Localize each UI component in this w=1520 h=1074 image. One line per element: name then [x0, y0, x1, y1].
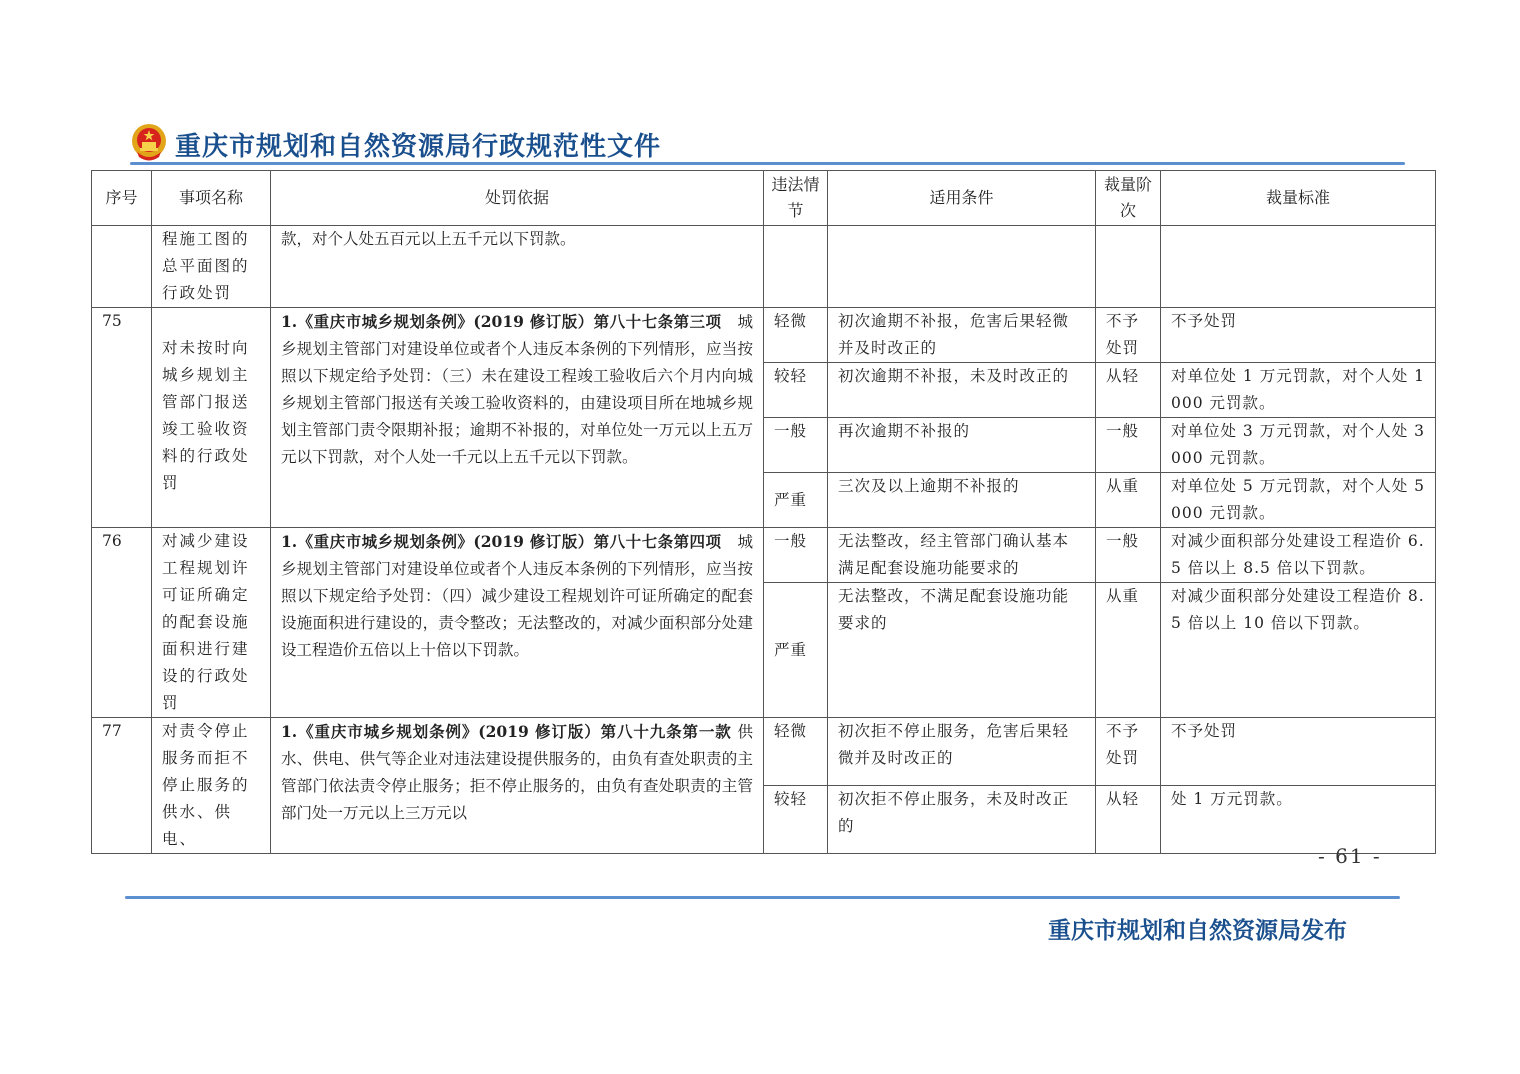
table-row	[92, 226, 1436, 308]
applicable-condition: 初次逾期不补报，危害后果轻微并及时改正的	[828, 308, 1096, 363]
discretion-grade: 从重	[1096, 473, 1161, 528]
applicable-condition: 再次逾期不补报的	[828, 418, 1096, 473]
discretion-grade: 从轻	[1096, 363, 1161, 418]
basis-reference: 1.《重庆市城乡规划条例》(2019 修订版）第八十七条第四项	[281, 532, 722, 551]
basis-text: 城乡规划主管部门对建设单位或者个人违反本条例的下列情形，应当按照以下规定给予处罚：（三）未在建设工程竣工验收后六个月内向城乡规划主管部门报送有关竣工验收资料的，由建设项目所在地城乡规划主管部门责令限期补报；逾期不补报的，对单位处一万元以上五万元以下罚款，对个人处一千元以上五千元以下罚款。	[281, 313, 753, 466]
table-row	[92, 718, 1436, 786]
discretion-grade: 一般	[1096, 528, 1161, 583]
item-name-text: 对未按时向城乡规划主管部门报送竣工验收资料的行政处罚	[162, 339, 250, 492]
penalty-basis	[271, 718, 764, 854]
penalty-basis	[271, 308, 764, 528]
document-header	[130, 120, 1405, 170]
discretion-grade: 一般	[1096, 418, 1161, 473]
penalty-basis: 款，对个人处五百元以上五千元以下罚款。	[271, 226, 764, 308]
national-emblem-icon	[130, 122, 168, 162]
table-row	[92, 308, 1436, 363]
discretion-standard: 对单位处 3 万元罚款，对个人处 3000 元罚款。	[1161, 418, 1436, 473]
violation-level: 一般	[764, 528, 828, 583]
violation-level: 严重	[764, 473, 828, 528]
footer-divider	[125, 896, 1400, 899]
item-name: 程施工图的总平面图的行政处罚	[152, 226, 271, 308]
discretion-standard: 不予处罚	[1161, 718, 1436, 786]
discretion-grade: 不予处罚	[1096, 718, 1161, 786]
applicable-condition: 无法整改，经主管部门确认基本满足配套设施功能要求的	[828, 528, 1096, 583]
table-header-row	[92, 171, 1436, 226]
discretion-standard: 对减少面积部分处建设工程造价 8.5 倍以上 10 倍以下罚款。	[1161, 583, 1436, 718]
basis-text: 城乡规划主管部门对建设单位或者个人违反本条例的下列情形，应当按照以下规定给予处罚：（四）减少建设工程规划许可证所确定的配套设施面积进行建设的，责令整改；无法整改的，对减少面积部分处建设工程造价五倍以上十倍以下罚款。	[281, 533, 753, 659]
item-number: 77	[92, 718, 152, 854]
footer-publisher: 重庆市规划和自然资源局发布	[1048, 918, 1347, 944]
column-header: 违法情节	[764, 171, 828, 226]
penalty-basis	[271, 528, 764, 718]
discretion-standard: 对减少面积部分处建设工程造价 6.5 倍以上 8.5 倍以下罚款。	[1161, 528, 1436, 583]
applicable-condition	[828, 226, 1096, 308]
discretion-standard: 对单位处 1 万元罚款，对个人处 1000 元罚款。	[1161, 363, 1436, 418]
item-number: 75	[92, 308, 152, 528]
table-row	[92, 528, 1436, 583]
basis-reference: 1.《重庆市城乡规划条例》(2019 修订版）第八十九条第一款	[281, 722, 732, 741]
header-divider	[130, 162, 1405, 165]
column-header: 序号	[92, 171, 152, 226]
violation-level: 轻微	[764, 718, 828, 786]
header-title: 重庆市规划和自然资源局行政规范性文件	[175, 132, 662, 162]
discretion-standard: 不予处罚	[1161, 308, 1436, 363]
column-header: 裁量阶次	[1096, 171, 1161, 226]
column-header: 处罚依据	[271, 171, 764, 226]
applicable-condition: 初次逾期不补报，未及时改正的	[828, 363, 1096, 418]
item-name: 对责令停止服务而拒不停止服务的供水、供电、	[152, 718, 271, 854]
applicable-condition: 无法整改，不满足配套设施功能要求的	[828, 583, 1096, 718]
discretion-grade: 从轻	[1096, 786, 1161, 854]
violation-level: 轻微	[764, 308, 828, 363]
page-number: - 61 -	[1318, 844, 1382, 868]
column-header: 裁量标准	[1161, 171, 1436, 226]
applicable-condition: 初次拒不停止服务，危害后果轻微并及时改正的	[828, 718, 1096, 786]
violation-level: 较轻	[764, 363, 828, 418]
violation-level: 一般	[764, 418, 828, 473]
discretion-grade: 不予处罚	[1096, 308, 1161, 363]
discretion-standard: 处 1 万元罚款。	[1161, 786, 1436, 854]
violation-level	[764, 226, 828, 308]
item-number	[92, 226, 152, 308]
applicable-condition: 初次拒不停止服务，未及时改正的	[828, 786, 1096, 854]
item-name	[152, 308, 271, 528]
violation-level: 严重	[764, 583, 828, 718]
column-header: 事项名称	[152, 171, 271, 226]
item-number: 76	[92, 528, 152, 718]
basis-reference: 1.《重庆市城乡规划条例》(2019 修订版）第八十七条第三项	[281, 312, 722, 331]
column-header: 适用条件	[828, 171, 1096, 226]
penalty-discretion-table	[91, 170, 1436, 854]
applicable-condition: 三次及以上逾期不补报的	[828, 473, 1096, 528]
basis-text: 供水、供电、供气等企业对违法建设提供服务的，由负有查处职责的主管部门依法责令停止服务；拒不停止服务的，由负有查处职责的主管部门处一万元以上三万元以	[281, 723, 753, 822]
discretion-standard	[1161, 226, 1436, 308]
item-name: 对减少建设工程规划许可证所确定的配套设施面积进行建设的行政处罚	[152, 528, 271, 718]
discretion-standard: 对单位处 5 万元罚款，对个人处 5000 元罚款。	[1161, 473, 1436, 528]
discretion-grade	[1096, 226, 1161, 308]
discretion-grade: 从重	[1096, 583, 1161, 718]
violation-level: 较轻	[764, 786, 828, 854]
